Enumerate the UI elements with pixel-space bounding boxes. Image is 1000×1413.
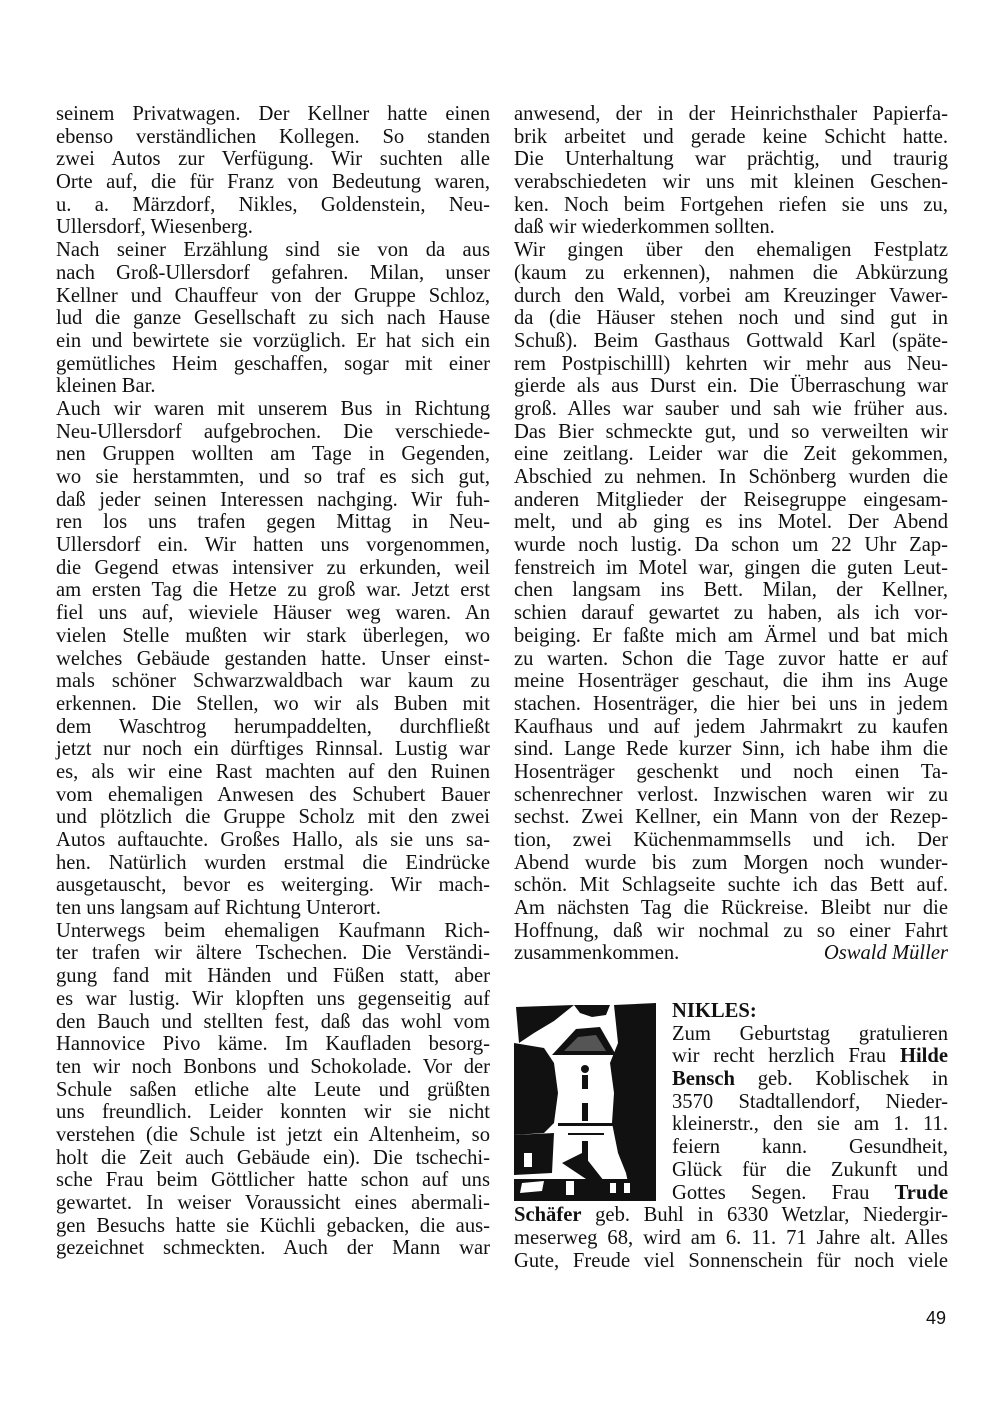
text-line: Am nächsten Tag die Rückreise. Bleibt nur die [514, 897, 948, 920]
notice-line: kleinerstr., den sie am 1. 11. [672, 1113, 948, 1136]
notice-line: Schäfer geb. Buhl in 6330 Wetzlar, Niedergir- [514, 1204, 948, 1227]
text-line: fiel uns auf, wieviele Häuser weg waren. An [56, 602, 490, 625]
text-line: schenrechner verlost. Inzwischen waren wir zu [514, 783, 948, 806]
text-line: Schule saßen etliche alte Leute und grüßten [56, 1078, 490, 1101]
notice-line: wir recht herzlich Frau Hilde [672, 1045, 948, 1068]
text-line: verstehen (die Schule ist jetzt ein Altenheim, so [56, 1123, 490, 1146]
text-line: daß wir wiederkommen sollten. [514, 216, 775, 239]
text-line: ten uns langsam auf Richtung Unterort. [56, 897, 381, 920]
text-line: wo sie herstammten, und so traf es sich gut, [56, 466, 490, 488]
text-line: ebenso verständlichen Kollegen. So standen [56, 125, 490, 148]
text-line: Ullersdorf ein. Wir hatten uns vorgenommen, [56, 534, 490, 557]
person-name: Trude [894, 1181, 948, 1204]
text-line: vom ehemaligen Anwesen des Schubert Bauer [56, 783, 490, 806]
text-line: nach Groß-Ullersdorf gefahren. Milan, unser [56, 261, 490, 284]
text-line: gemütliches Heim geschaffen, sogar mit einer [56, 352, 490, 375]
text-line: meine Hosenträger geschaut, die ihm ins Auge [514, 670, 948, 693]
text-line: tion, zwei Küchenmammsells und ich. Der [514, 829, 948, 851]
text-line: Abschied zu nehmen. In Schönberg wurden die [514, 466, 948, 488]
text-line: die Gegend etwas intensiver zu erkunden, weil [56, 556, 490, 579]
text-line: ken. Noch beim Fortgehen riefen sie uns zu, [514, 193, 948, 216]
text-line: groß. Alles war sauber und sah wie früher aus. [514, 397, 948, 420]
notice-line: Zum Geburtstag gratulieren [672, 1022, 948, 1045]
church-tower-illustration [514, 1003, 656, 1201]
text-line: welches Gebäude gestanden hatte. Unser einst- [56, 647, 490, 670]
notice-narrow-lines [672, 1023, 948, 1205]
text-line: sind. Lange Rede kurzer Sinn, ich habe ihm die [514, 738, 948, 761]
text-line: eine zeitlang. Leider war die Zeit gekommen, [514, 443, 948, 466]
text-line: ter trafen wir ältere Tschechen. Die Verständi- [56, 942, 490, 965]
text-line: rem Postpischilll) kehrten wir mehr aus Neu- [514, 352, 948, 375]
right-column-text [514, 103, 948, 942]
page-number: 49 [926, 1308, 947, 1328]
text-line: da (die Häuser stehen noch und sind gut in [514, 307, 948, 330]
text-line: erkennen. Die Stellen, wo wir als Buben mit [56, 692, 490, 715]
text-line: dem Waschtrog herumpaddelten, durchfließt [56, 715, 490, 738]
text-line: gezeichnet schmeckten. Auch der Mann war [56, 1237, 490, 1260]
notice-line: Gute, Freude viel Sonnenschein für noch viele [514, 1249, 948, 1272]
text-line: zwei Autos zur Verfügung. Wir suchten alle [56, 148, 490, 171]
notice-line: meserweg 68, wird am 6. 11. 71 Jahre alt. Alles [514, 1226, 948, 1249]
text-line: hen. Natürlich wurden erstmal die Eindrücke [56, 851, 490, 874]
text-line: daß jeder seinen Interessen nachging. Wir fuh- [56, 488, 490, 511]
text-line: melt, und ab ging es ins Motel. Der Abend [514, 511, 948, 534]
text-line: gung fand mit Händen und Füßen statt, aber [56, 965, 490, 988]
text-line: durch den Wald, vorbei am Kreuzinger Vawer- [514, 284, 948, 307]
text-line: Ullersdorf, Wiesenberg. [56, 216, 253, 239]
text-line: Abend wurde bis zum Morgen noch wunder- [514, 851, 948, 874]
text-line: Auch wir waren mit unserem Bus in Richtung [56, 397, 490, 420]
text-line: sechst. Zwei Kellner, ein Mann von der Rezep- [514, 806, 948, 829]
notice-heading: NIKLES: [672, 1000, 757, 1022]
text-line: gierde als aus Durst ein. Die Überraschung war [514, 375, 948, 398]
birthday-notice [514, 1000, 948, 1272]
text-line: Hosenträger geschenkt und noch einen Ta- [514, 760, 948, 783]
text-line: verabschiedeten wir uns mit kleinen Geschen- [514, 171, 948, 194]
text-line: sche Frau beim Göttlicher hatte schon auf uns [56, 1169, 490, 1192]
text-line: ren los uns trafen gegen Mittag in Neu- [56, 511, 490, 534]
text-line: fenstreich im Motel war, gingen die guten Leut- [514, 556, 948, 579]
text-line: jetzt nur noch ein dürftiges Rinnsal. Lustig war [56, 738, 490, 761]
notice-line: Glück für die Zukunft und [672, 1158, 948, 1181]
text-line: Unterwegs beim ehemaligen Kaufmann Rich- [56, 919, 490, 942]
text-line: wurde noch lustig. Da schon um 22 Uhr Zap- [514, 534, 948, 557]
notice-narrow-text [672, 1000, 948, 1204]
person-name: Hilde [899, 1045, 948, 1068]
text-line: stachen. Hosenträger, die hier bei uns in jedem [514, 692, 948, 715]
text-line: Neu-Ullersdorf aufgebrochen. Die verschiede- [56, 420, 490, 443]
text-line: mals schöner Schwarzwaldbach war kaum zu [56, 670, 490, 693]
text-line: Hoffnung, daß wir nochmal zu so einer Fahrt [514, 919, 948, 942]
text-line: Das Bier schmeckte gut, und so verweilten wir [514, 420, 948, 443]
text-line: brik arbeitet und gerade keine Schicht hatte. [514, 125, 948, 148]
text-line: (kaum zu erkennen), nahmen die Abkürzung [514, 261, 948, 284]
text-line: schön. Mit Schlagseite suchte ich das Bett auf. [514, 874, 948, 897]
text-line: beiging. Er faßte mich am Ärmel und bat mich [514, 624, 948, 647]
person-name: Schäfer [514, 1204, 582, 1227]
text-line: Wir gingen über den ehemaligen Festplatz [514, 239, 948, 262]
text-line: Hannovice Pivo käme. Im Kaufladen besorg- [56, 1033, 490, 1056]
text-line: Autos auftauchte. Großes Hallo, als sie uns sa- [56, 829, 490, 851]
text-line: Schuß). Beim Gasthaus Gottwald Karl (späte- [514, 329, 948, 352]
text-line: lud die ganze Gesellschaft zu sich nach Hause [56, 307, 490, 330]
text-line: ein und bewirtete sie vorzüglich. Er hat sich ein [56, 329, 490, 352]
left-column [56, 103, 490, 1260]
text-line: holt die Zeit auch Gebäude ein). Die tschechi- [56, 1146, 490, 1169]
author-signature: Oswald Müller [823, 942, 948, 965]
notice-full-lines [514, 1204, 948, 1272]
text-line: Orte auf, die für Franz von Bedeutung waren, [56, 171, 490, 194]
notice-line: Gottes Segen. Frau Trude [672, 1181, 948, 1204]
text-line: am ersten Tag die Hetze zu groß war. Jetzt erst [56, 579, 490, 602]
text-line: anderen Mitglieder der Reisegruppe eingesam- [514, 488, 948, 511]
text-line: gen Besuchs hatte sie Küchli gebacken, die aus- [56, 1214, 490, 1237]
notice-line: Bensch geb. Koblischek in [672, 1068, 948, 1091]
text-line: gewartet. In weiser Voraussicht eines abermali- [56, 1192, 490, 1214]
text-line: es, als wir eine Rast machten auf den Ruinen [56, 760, 490, 783]
text-line: nen Gruppen wollten am Tage in Gegenden, [56, 443, 490, 466]
text-line: uns freundlich. Leider konnten wir sie nicht [56, 1101, 490, 1124]
person-name: Bensch [672, 1068, 735, 1091]
text-line: kleinen Bar. [56, 375, 156, 398]
right-column [514, 103, 948, 965]
text-line: seinem Privatwagen. Der Kellner hatte einen [56, 103, 490, 125]
closing-text: zusammenkommen. [514, 942, 680, 965]
text-line: schien darauf gewartet zu haben, als ich vor- [514, 602, 948, 625]
text-line: zu warten. Schon die Tage zuvor hatte er auf [514, 647, 948, 670]
text-line: ten wir noch Bonbons und Schokolade. Vor der [56, 1055, 490, 1078]
text-line: den Bauch und stellten fest, daß das wohl vom [56, 1010, 490, 1033]
notice-line: feiern kann. Gesundheit, [672, 1136, 948, 1159]
notice-line: 3570 Stadtallendorf, Nieder- [672, 1090, 948, 1113]
text-line: Kellner und Chauffeur von der Gruppe Schloz, [56, 284, 490, 307]
text-line: vielen Stelle mußten wir stark überlegen, wo [56, 624, 490, 647]
text-line: ausgetauscht, bevor es weiterging. Wir mach- [56, 874, 490, 897]
text-line: u. a. Märzdorf, Nikles, Goldenstein, Neu- [56, 193, 490, 216]
text-line: Nach seiner Erzählung sind sie von da aus [56, 239, 490, 262]
text-line: anwesend, der in der Heinrichsthaler Papierfa- [514, 103, 948, 125]
text-line: Kaufhaus und auf jedem Jahrmakrt zu kaufen [514, 715, 948, 738]
text-line: es war lustig. Wir klopften uns gegenseitig auf [56, 987, 490, 1010]
signature-line [514, 942, 948, 965]
text-line: chen langsam ins Bett. Milan, der Kellner, [514, 579, 948, 602]
text-line: und plötzlich die Gruppe Scholz mit den zwei [56, 806, 490, 829]
text-line: Die Unterhaltung war prächtig, und traurig [514, 148, 948, 171]
